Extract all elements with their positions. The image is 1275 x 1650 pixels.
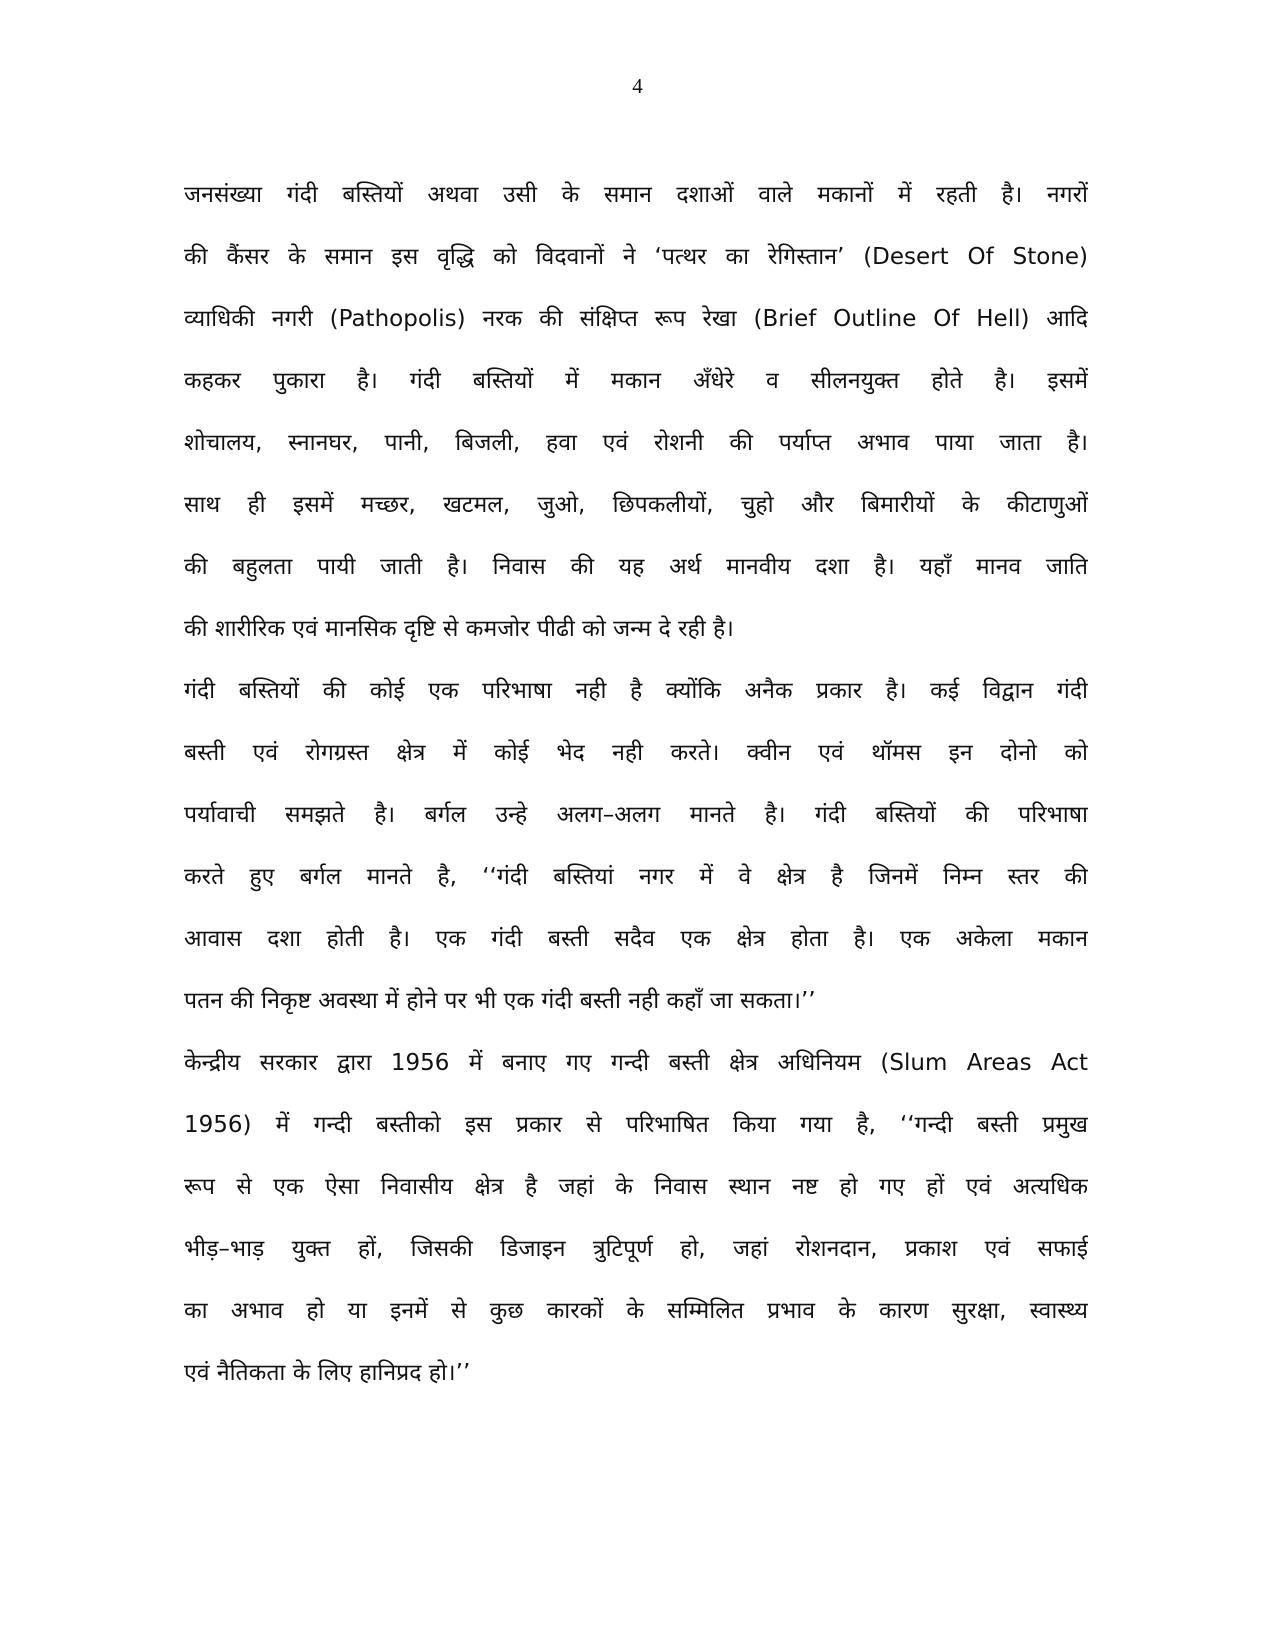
text-line: साथ ही इसमें मच्छर, खटमल, जुओ, छिपकलीयों, चुहो और बिमारीयों के कीटाणुओं [184,492,1088,518]
paragraph-end-line: की शारीरिक एवं मानसिक दृष्टि से कमजोर पीढी को जन्म दे रही है। [184,616,734,642]
text-line: भीड़–भाड़ युक्त हों, जिसकी डिजाइन त्रुटिपूर्ण हो, जहां रोशनदान, प्रकाश एवं सफाई [184,1236,1088,1262]
text-line: बस्ती एवं रोगग्रस्त क्षेत्र में कोई भेद नही करते। क्वीन एवं थॉमस इन दोनो को [184,740,1088,766]
text-line: शोचालय, स्नानघर, पानी, बिजली, हवा एवं रोशनी की पर्याप्त अभाव पाया जाता है। [184,430,1088,456]
text-line: का अभाव हो या इनमें से कुछ कारकों के सम्मिलित प्रभाव के कारण सुरक्षा, स्वास्थ्य [184,1298,1088,1324]
text-line: केन्द्रीय सरकार द्वारा 1956 में बनाए गए गन्दी बस्ती क्षेत्र अधिनियम (Slum Areas Act [184,1050,1088,1076]
text-line: आवास दशा होती है। एक गंदी बस्ती सदैव एक क्षेत्र होता है। एक अकेला मकान [184,926,1088,952]
text-line: करते हुए बर्गल मानते है, ‘‘गंदी बस्तियां नगर में वे क्षेत्र है जिनमें निम्न स्तर की [184,864,1088,890]
page-number: 4 [632,74,643,98]
text-line: गंदी बस्तियों की कोई एक परिभाषा नही है क्योंकि अनैक प्रकार है। कई विद्वान गंदी [184,678,1088,704]
text-line: पर्यावाची समझते है। बर्गल उन्हे अलग–अलग मानते है। गंदी बस्तियों की परिभाषा [184,802,1088,828]
text-line: की बहुलता पायी जाती है। निवास की यह अर्थ मानवीय दशा है। यहाँ मानव जाति [184,554,1088,580]
text-line: रूप से एक ऐसा निवासीय क्षेत्र है जहां के निवास स्थान नष्ट हो गए हों एवं अत्यधिक [184,1174,1088,1200]
text-line: कहकर पुकारा है। गंदी बस्तियों में मकान अँधेरे व सीलनयुक्त होते है। इसमें [184,368,1088,394]
body-text [184,164,1088,1404]
text-line: व्याधिकी नगरी (Pathopolis) नरक की संक्षिप्त रूप रेखा (Brief Outline Of Hell) आदि [184,306,1088,332]
paragraph-end-line: एवं नैतिकता के लिए हानिप्रद हो।’’ [184,1360,471,1386]
text-line: जनसंख्या गंदी बस्तियों अथवा उसी के समान दशाओं वाले मकानों में रहती है। नगरों [184,182,1088,208]
paragraph-end-line: पतन की निकृष्ट अवस्था में होने पर भी एक गंदी बस्ती नही कहाँ जा सकता।’’ [184,988,816,1014]
text-line: 1956) में गन्दी बस्तीको इस प्रकार से परिभाषित किया गया है, ‘‘गन्दी बस्ती प्रमुख [184,1112,1088,1138]
text-line: की कैंसर के समान इस वृद्धि को विदवानों ने ‘पत्थर का रेगिस्तान’ (Desert Of Stone) [184,244,1088,270]
